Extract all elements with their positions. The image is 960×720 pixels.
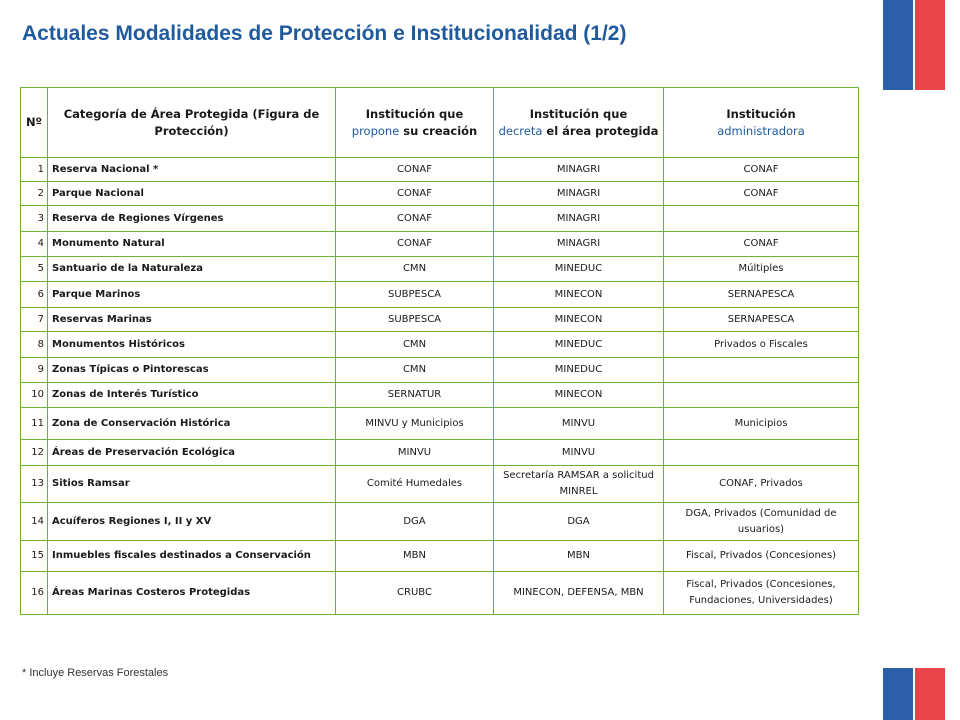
table-row <box>21 358 859 383</box>
flag-red-stripe <box>915 668 945 720</box>
row-decreta: MINVU <box>494 408 664 440</box>
table-row <box>21 282 859 308</box>
header-category: Categoría de Área Protegida (Figura de Protección) <box>48 88 336 158</box>
table-header-row <box>21 88 859 158</box>
row-admin: Privados o Fiscales <box>664 332 859 358</box>
row-propone: MINVU <box>336 440 494 466</box>
table-row <box>21 332 859 358</box>
row-number: 13 <box>21 466 48 503</box>
row-decreta: MINEDUC <box>494 332 664 358</box>
row-propone: SERNATUR <box>336 383 494 408</box>
row-propone: MBN <box>336 541 494 572</box>
row-propone: Comité Humedales <box>336 466 494 503</box>
row-admin: SERNAPESCA <box>664 308 859 332</box>
row-admin <box>664 206 859 232</box>
row-category: Áreas Marinas Costeros Protegidas <box>48 572 336 615</box>
row-propone: DGA <box>336 503 494 541</box>
row-category: Parque Nacional <box>48 182 336 206</box>
row-number: 2 <box>21 182 48 206</box>
header-decreta-post: el área protegida <box>546 123 659 138</box>
row-admin: Fiscal, Privados (Concesiones) <box>664 541 859 572</box>
row-category: Monumentos Históricos <box>48 332 336 358</box>
row-decreta: MINECON, DEFENSA, MBN <box>494 572 664 615</box>
flag-blue-stripe <box>883 0 913 90</box>
row-decreta: MINAGRI <box>494 158 664 182</box>
row-number: 14 <box>21 503 48 541</box>
table-row <box>21 257 859 282</box>
row-propone: MINVU y Municipios <box>336 408 494 440</box>
row-category: Reserva de Regiones Vírgenes <box>48 206 336 232</box>
row-category: Áreas de Preservación Ecológica <box>48 440 336 466</box>
header-propone-highlight: propone <box>351 123 400 138</box>
row-category: Reserva Nacional * <box>48 158 336 182</box>
row-propone: CONAF <box>336 232 494 257</box>
row-decreta: MINECON <box>494 383 664 408</box>
header-num: Nº <box>21 88 48 158</box>
row-number: 1 <box>21 158 48 182</box>
row-category: Santuario de la Naturaleza <box>48 257 336 282</box>
table-row <box>21 158 859 182</box>
row-admin: CONAF <box>664 158 859 182</box>
row-category: Parque Marinos <box>48 282 336 308</box>
row-propone: CONAF <box>336 182 494 206</box>
row-category: Zonas Típicas o Pintorescas <box>48 358 336 383</box>
row-number: 7 <box>21 308 48 332</box>
row-category: Reservas Marinas <box>48 308 336 332</box>
row-category: Sitios Ramsar <box>48 466 336 503</box>
row-admin: SERNAPESCA <box>664 282 859 308</box>
row-decreta: MINAGRI <box>494 206 664 232</box>
row-propone: CONAF <box>336 206 494 232</box>
flag-red-stripe <box>915 0 945 90</box>
row-decreta: MINVU <box>494 440 664 466</box>
row-number: 10 <box>21 383 48 408</box>
row-propone: SUBPESCA <box>336 282 494 308</box>
row-decreta: MINEDUC <box>494 358 664 383</box>
row-admin: Múltiples <box>664 257 859 282</box>
row-decreta: MINECON <box>494 282 664 308</box>
table-row <box>21 383 859 408</box>
header-admin <box>664 88 859 158</box>
row-admin <box>664 440 859 466</box>
row-propone: CRUBC <box>336 572 494 615</box>
flag-decoration-top <box>883 0 945 90</box>
row-number: 15 <box>21 541 48 572</box>
row-decreta: Secretaría RAMSAR a solicitud MINREL <box>494 466 664 503</box>
row-admin: DGA, Privados (Comunidad de usuarios) <box>664 503 859 541</box>
row-category: Zonas de Interés Turístico <box>48 383 336 408</box>
header-admin-highlight: administradora <box>717 123 805 138</box>
row-admin: CONAF, Privados <box>664 466 859 503</box>
row-decreta: MINEDUC <box>494 257 664 282</box>
table-row <box>21 408 859 440</box>
protection-table <box>20 87 859 615</box>
table-row <box>21 466 859 503</box>
row-decreta: MINAGRI <box>494 182 664 206</box>
row-decreta: DGA <box>494 503 664 541</box>
row-decreta: MINAGRI <box>494 232 664 257</box>
row-category: Acuíferos Regiones I, II y XV <box>48 503 336 541</box>
page-title: Actuales Modalidades de Protección e Institucionalidad (1/2) <box>22 22 627 45</box>
row-propone: CMN <box>336 257 494 282</box>
row-category: Monumento Natural <box>48 232 336 257</box>
row-decreta: MINECON <box>494 308 664 332</box>
table-row <box>21 541 859 572</box>
row-propone: CMN <box>336 358 494 383</box>
header-decreta-pre: Institución que <box>529 106 628 121</box>
row-admin <box>664 358 859 383</box>
row-number: 3 <box>21 206 48 232</box>
row-propone: SUBPESCA <box>336 308 494 332</box>
row-decreta: MBN <box>494 541 664 572</box>
footnote: * Incluye Reservas Forestales <box>22 667 169 679</box>
table-row <box>21 572 859 615</box>
row-number: 4 <box>21 232 48 257</box>
row-propone: CONAF <box>336 158 494 182</box>
header-propone-post: su creación <box>403 123 478 138</box>
table-row <box>21 232 859 257</box>
header-admin-pre: Institución <box>726 106 796 121</box>
row-category: Inmuebles fiscales destinados a Conservación <box>48 541 336 572</box>
table-row <box>21 182 859 206</box>
header-propone-pre: Institución que <box>365 106 464 121</box>
row-number: 16 <box>21 572 48 615</box>
row-admin <box>664 383 859 408</box>
table-row <box>21 206 859 232</box>
header-decreta-highlight: decreta <box>498 123 543 138</box>
row-admin: Municipios <box>664 408 859 440</box>
row-number: 12 <box>21 440 48 466</box>
header-propone <box>336 88 494 158</box>
row-admin: CONAF <box>664 182 859 206</box>
row-category: Zona de Conservación Histórica <box>48 408 336 440</box>
table-row <box>21 503 859 541</box>
flag-blue-stripe <box>883 668 913 720</box>
row-number: 9 <box>21 358 48 383</box>
row-number: 5 <box>21 257 48 282</box>
row-propone: CMN <box>336 332 494 358</box>
header-decreta <box>494 88 664 158</box>
row-number: 6 <box>21 282 48 308</box>
table-row <box>21 308 859 332</box>
flag-decoration-bottom <box>883 668 945 720</box>
row-admin: Fiscal, Privados (Concesiones, Fundaciones, Universidades) <box>664 572 859 615</box>
row-number: 8 <box>21 332 48 358</box>
row-number: 11 <box>21 408 48 440</box>
table-row <box>21 440 859 466</box>
row-admin: CONAF <box>664 232 859 257</box>
